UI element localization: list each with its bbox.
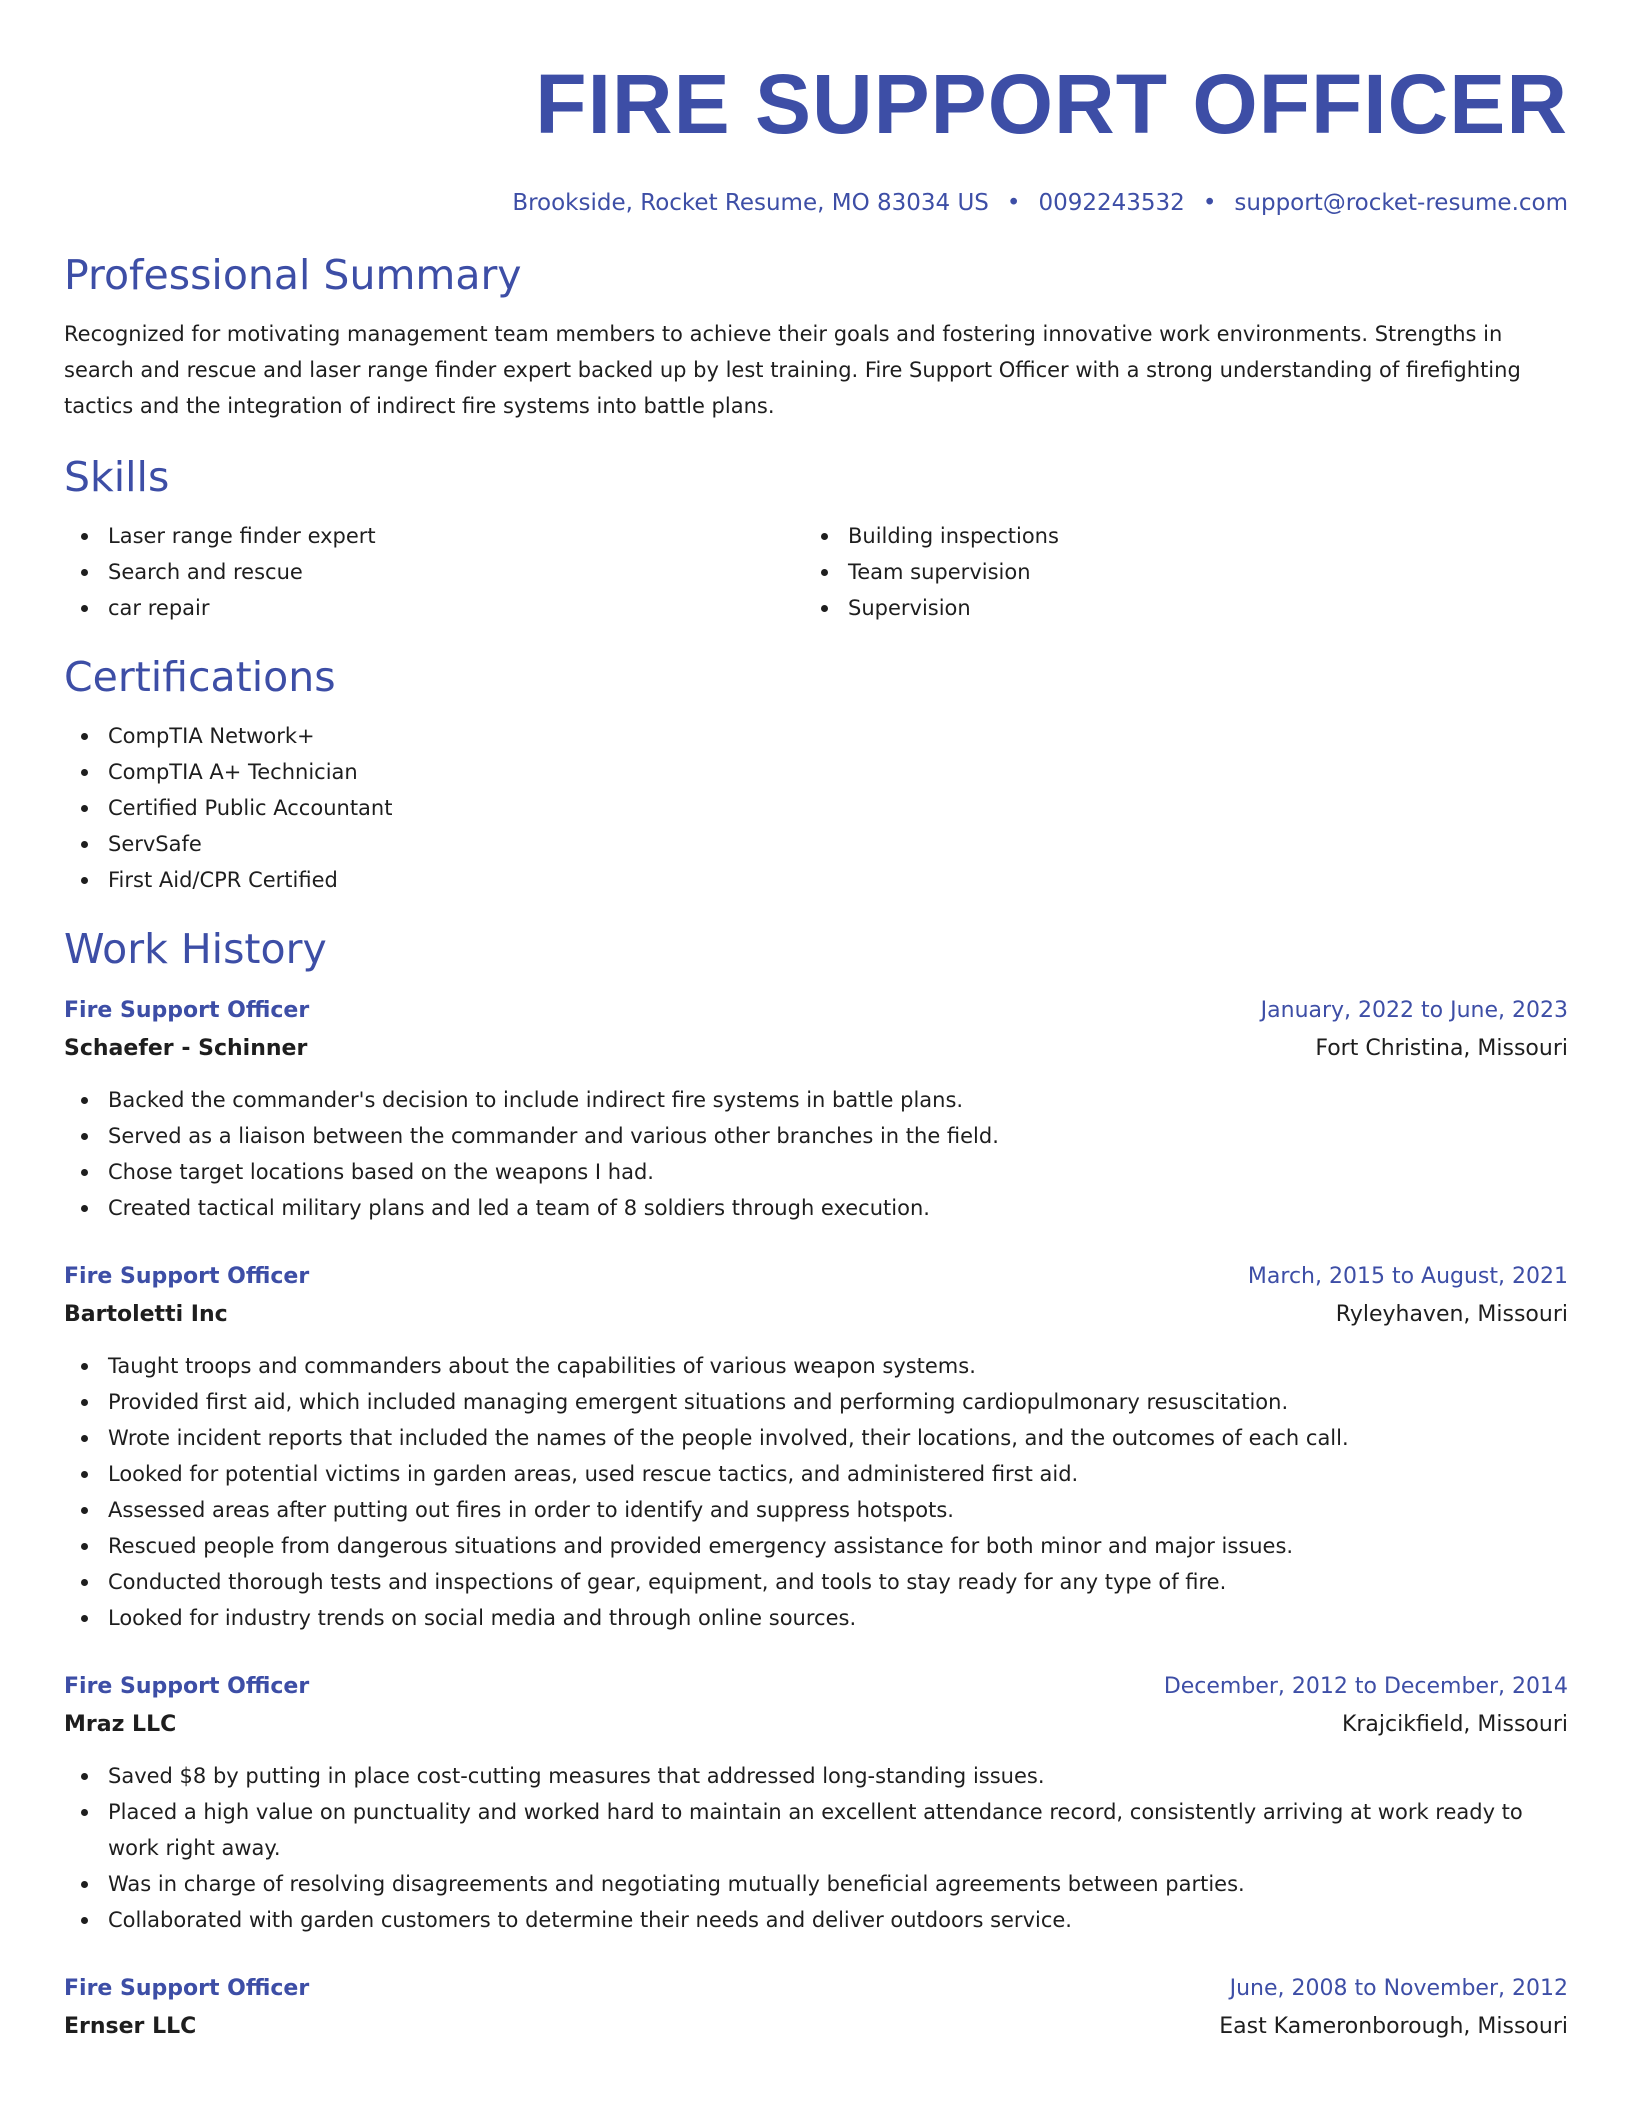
job-header-row bbox=[64, 1668, 1568, 1706]
summary-section bbox=[64, 250, 1568, 424]
certification-item: Certified Public Accountant bbox=[64, 790, 1568, 826]
certifications-section bbox=[64, 652, 1568, 898]
job-duty: Taught troops and commanders about the capabilities of various weapon systems. bbox=[64, 1348, 1568, 1384]
job-duties bbox=[64, 1758, 1568, 1938]
job-company-row bbox=[64, 1030, 1568, 1068]
job-duties bbox=[64, 1348, 1568, 1636]
certification-item: First Aid/CPR Certified bbox=[64, 862, 1568, 898]
job-duty: Looked for potential victims in garden areas, used rescue tactics, and administered first aid. bbox=[64, 1456, 1568, 1492]
job-duty: Served as a liaison between the commander and various other branches in the field. bbox=[64, 1118, 1568, 1154]
job-location: Krajcikfield, Missouri bbox=[1341, 1712, 1568, 1737]
job-duty: Rescued people from dangerous situations and provided emergency assistance for both minor and major issues. bbox=[64, 1528, 1568, 1564]
contact-line bbox=[64, 188, 1568, 218]
resume-header bbox=[64, 0, 1568, 218]
skill-item: Supervision bbox=[804, 590, 1568, 626]
contact-separator: • bbox=[1202, 190, 1217, 216]
job-company: Schaefer - Schinner bbox=[64, 1036, 308, 1061]
contact-phone: 0092243532 bbox=[1038, 190, 1185, 216]
summary-heading: Professional Summary bbox=[64, 251, 522, 299]
job-duty: Provided first aid, which included managing emergent situations and performing cardiopulmonary resuscitation. bbox=[64, 1384, 1568, 1420]
work-history-heading: Work History bbox=[64, 925, 327, 973]
skills-list-left bbox=[64, 518, 804, 626]
job-duty: Collaborated with garden customers to determine their needs and deliver outdoors service. bbox=[64, 1902, 1568, 1938]
job-company: Mraz LLC bbox=[64, 1712, 177, 1737]
job-dates: January, 2022 to June, 2023 bbox=[1260, 998, 1568, 1023]
job-entry bbox=[64, 1970, 1568, 2046]
job-company-row bbox=[64, 2008, 1568, 2046]
skill-item: car repair bbox=[64, 590, 804, 626]
job-duty: Assessed areas after putting out fires in order to identify and suppress hotspots. bbox=[64, 1492, 1568, 1528]
job-company: Bartoletti Inc bbox=[64, 1302, 228, 1327]
job-dates: June, 2008 to November, 2012 bbox=[1229, 1976, 1568, 2001]
job-header-row bbox=[64, 992, 1568, 1030]
job-header-row bbox=[64, 1258, 1568, 1296]
job-location: East Kameronborough, Missouri bbox=[1219, 2014, 1568, 2039]
job-location: Fort Christina, Missouri bbox=[1315, 1036, 1568, 1061]
certification-item: CompTIA A+ Technician bbox=[64, 754, 1568, 790]
job-duties bbox=[64, 1082, 1568, 1226]
job-duty: Saved $8 by putting in place cost-cutting measures that addressed long-standing issues. bbox=[64, 1758, 1568, 1794]
job-company-row bbox=[64, 1296, 1568, 1334]
job-role: Fire Support Officer bbox=[64, 1976, 310, 2001]
job-duty: Chose target locations based on the weapons I had. bbox=[64, 1154, 1568, 1190]
skills-grid bbox=[64, 518, 1568, 626]
work-history-section bbox=[64, 924, 1568, 2046]
job-entry bbox=[64, 1668, 1568, 1938]
job-duty: Placed a high value on punctuality and worked hard to maintain an excellent attendance record, consistently arriving at work ready to work right away. bbox=[64, 1794, 1568, 1866]
certifications-list bbox=[64, 718, 1568, 898]
certification-item: ServSafe bbox=[64, 826, 1568, 862]
job-entry bbox=[64, 1258, 1568, 1636]
skills-section bbox=[64, 452, 1568, 626]
job-duty: Wrote incident reports that included the names of the people involved, their locations, and the outcomes of each call. bbox=[64, 1420, 1568, 1456]
certifications-heading: Certifications bbox=[64, 653, 336, 701]
skill-item: Search and rescue bbox=[64, 554, 804, 590]
job-dates: December, 2012 to December, 2014 bbox=[1163, 1674, 1568, 1699]
job-duty: Created tactical military plans and led a team of 8 soldiers through execution. bbox=[64, 1190, 1568, 1226]
job-duty: Looked for industry trends on social media and through online sources. bbox=[64, 1600, 1568, 1636]
job-role: Fire Support Officer bbox=[64, 1264, 310, 1289]
job-location: Ryleyhaven, Missouri bbox=[1335, 1302, 1568, 1327]
skills-list-right bbox=[804, 518, 1568, 626]
candidate-title: FIRE SUPPORT OFFICER bbox=[535, 57, 1568, 151]
certification-item: CompTIA Network+ bbox=[64, 718, 1568, 754]
contact-address: Brookside, Rocket Resume, MO 83034 US bbox=[512, 190, 989, 216]
job-company-row bbox=[64, 1706, 1568, 1744]
job-duty: Backed the commander's decision to include indirect fire systems in battle plans. bbox=[64, 1082, 1568, 1118]
skill-item: Laser range finder expert bbox=[64, 518, 804, 554]
job-role: Fire Support Officer bbox=[64, 998, 310, 1023]
job-role: Fire Support Officer bbox=[64, 1674, 310, 1699]
job-duty: Was in charge of resolving disagreements and negotiating mutually beneficial agreements between parties. bbox=[64, 1866, 1568, 1902]
contact-separator: • bbox=[1006, 190, 1021, 216]
job-duty: Conducted thorough tests and inspections of gear, equipment, and tools to stay ready for any type of fire. bbox=[64, 1564, 1568, 1600]
job-dates: March, 2015 to August, 2021 bbox=[1247, 1264, 1568, 1289]
skill-item: Team supervision bbox=[804, 554, 1568, 590]
summary-text: Recognized for motivating management team members to achieve their goals and fostering innovative work environments. Strengths in search and rescue and laser range finder expert backed up by lest training. Fire Support Officer with a strong understanding of firefighting tactics and the integration of indirect fire systems into battle plans. bbox=[64, 322, 1521, 418]
skills-heading: Skills bbox=[64, 453, 170, 501]
job-company: Ernser LLC bbox=[64, 2014, 197, 2039]
job-header-row bbox=[64, 1970, 1568, 2008]
job-entry bbox=[64, 992, 1568, 1226]
skill-item: Building inspections bbox=[804, 518, 1568, 554]
contact-email: support@rocket-resume.com bbox=[1234, 190, 1568, 216]
